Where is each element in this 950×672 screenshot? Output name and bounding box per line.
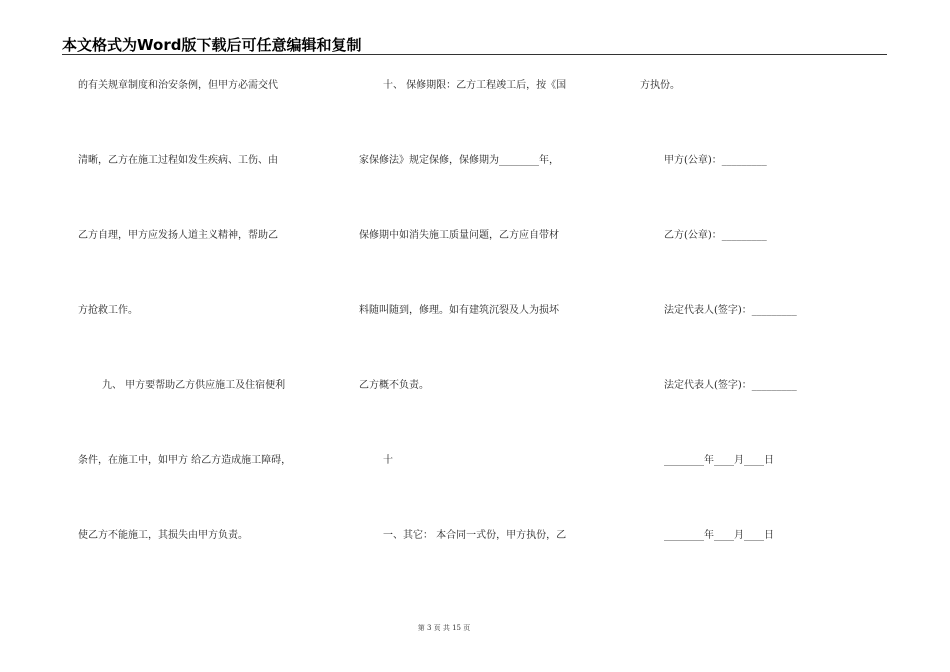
text-line: 的有关规章制度和治安条例，但甲方必需交代 [78,80,278,91]
text-line: 使乙方不能施工，其损失由甲方负责。 [78,530,248,541]
signature-line-representative: 法定代表人(签字)：_________ [664,305,797,316]
date-line: ________年____月____日 [664,530,774,541]
date-line: ________年____月____日 [664,455,774,466]
header-divider [62,54,887,55]
text-line: 方执份。 [640,80,680,91]
text-line: 一、其它： 本合同一式份，甲方执份，乙 [383,530,567,541]
text-line: 保修期中如消失施工质量问题，乙方应自带材 [359,230,559,241]
signature-line-party-a: 甲方(公章)：_________ [664,155,767,166]
document-header-title: 本文格式为Word版下载后可任意编辑和复制 [62,36,362,54]
text-line: 十 [383,455,393,466]
page-number: 第 3 页 共 15 页 [417,624,471,632]
text-line: 料随叫随到，修理。如有建筑沉裂及人为损坏 [359,305,559,316]
text-line: 乙方概不负责。 [359,380,429,391]
signature-line-representative: 法定代表人(签字)：_________ [664,380,797,391]
text-line: 方抢救工作。 [78,305,138,316]
text-line: 乙方自理，甲方应发扬人道主义精神，帮助乙 [78,230,278,241]
text-line: 九、 甲方要帮助乙方供应施工及住宿便利 [102,380,286,391]
text-line: 清晰，乙方在施工过程如发生疾病、工伤、由 [78,155,278,166]
text-line: 家保修法》规定保修，保修期为________年， [359,155,559,166]
text-line: 十、 保修期限：乙方工程竣工后，按《国 [383,80,567,91]
text-line: 条件，在施工中，如甲方 给乙方造成施工障碍， [78,455,292,466]
signature-line-party-b: 乙方(公章)：_________ [664,230,767,241]
